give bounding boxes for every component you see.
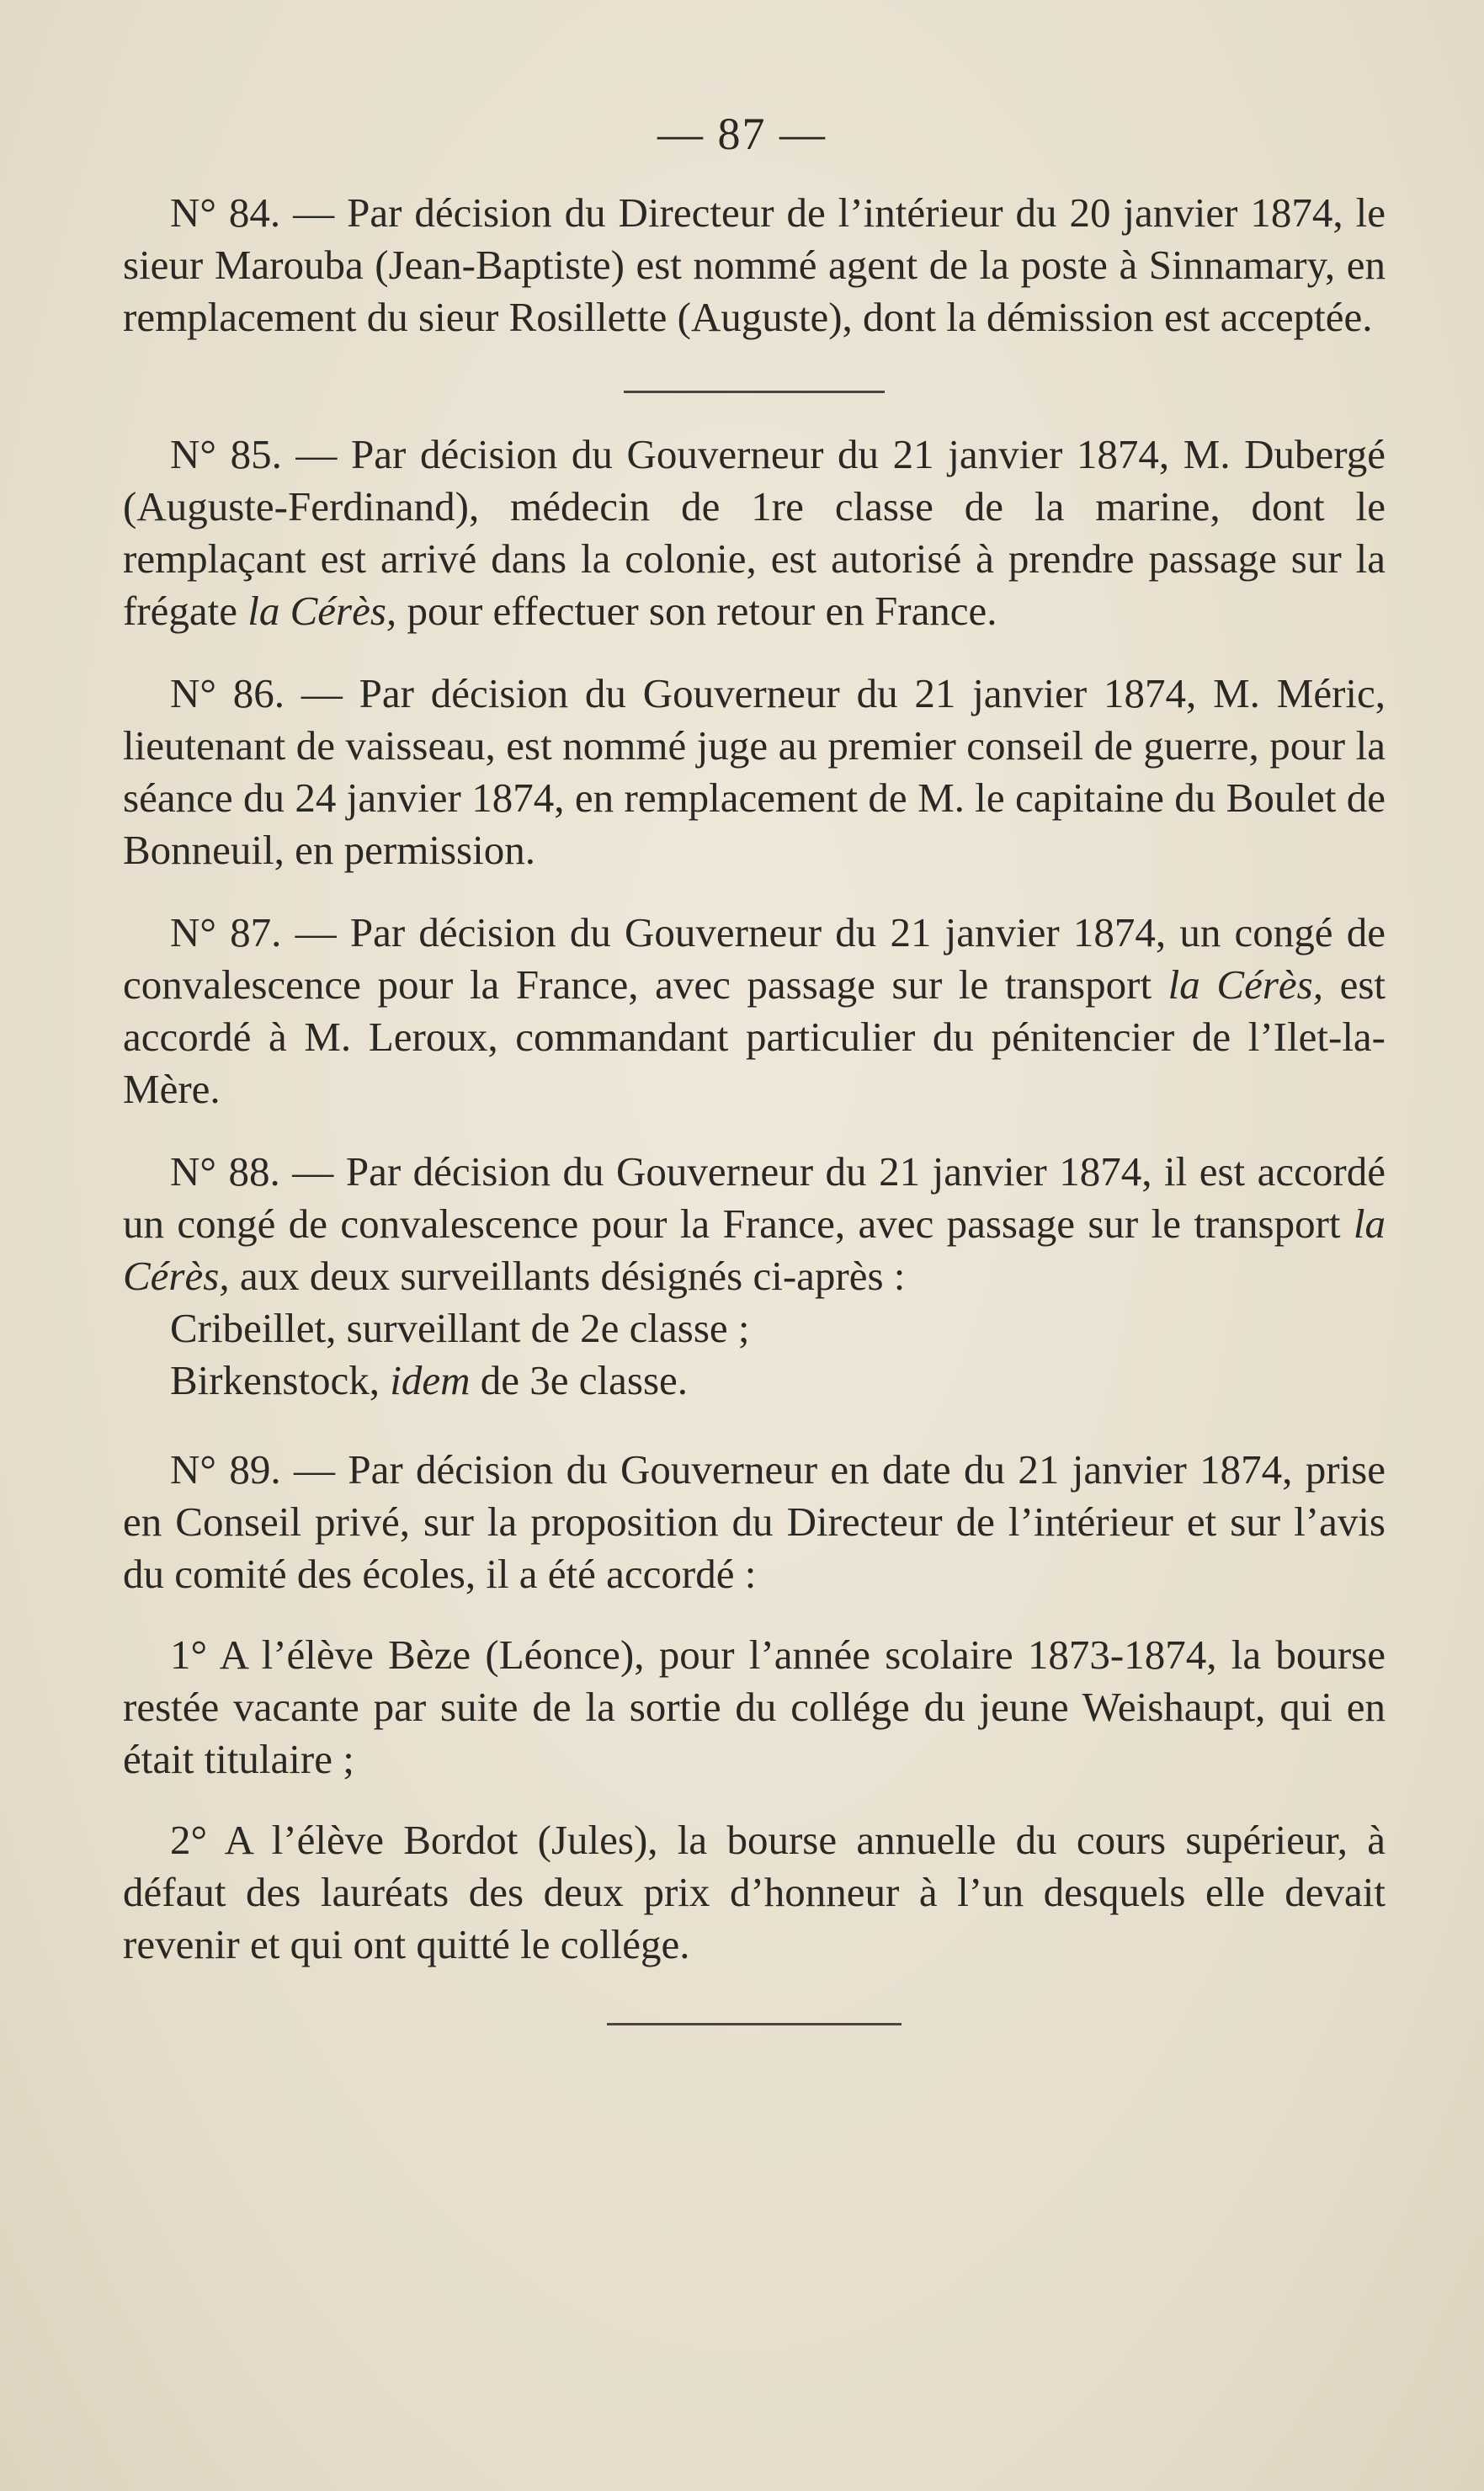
list-item: 2° A l’élève Bordot (Jules), la bourse annuelle du cours supérieur, à défaut des lauréats des deux prix d’honneur à l’un desquels elle devait revenir et qui ont quitté le collége. bbox=[123, 1817, 1386, 1967]
paragraph-89: N° 89. — Par décision du Gouverneur en date du 21 janvier 1874, prise en Conseil privé, sur la proposition du Directeur de l’intérieur et sur l’avis du comité des écoles, il a été accordé : bbox=[123, 1446, 1386, 1597]
ship-name: la Cérès, bbox=[247, 588, 397, 634]
page-number: — 87 — bbox=[657, 109, 827, 159]
list-item: 1° A l’élève Bèze (Léonce), pour l’année scolaire 1873-1874, la bourse restée vacante par suite de la sortie du collége du jeune Weishaupt, qui en était titulaire ; bbox=[123, 1631, 1386, 1782]
document-body bbox=[123, 187, 1386, 2025]
ship-name: la Cérès, bbox=[1168, 961, 1323, 1008]
separator-rule bbox=[624, 391, 885, 393]
list-item: Cribeillet, surveillant de 2e classe ; bbox=[170, 1305, 750, 1351]
paragraph-87: N° 87. — Par décision du Gouverneur du 21 janvier 1874, un congé de convalescence pour la France, avec passage sur le transport la Cérès, est accordé à M. Leroux, commandant particulier du pénitencier de l’Ilet-la-Mère. bbox=[123, 909, 1386, 1112]
list-item: Birkenstock, idem de 3e classe. bbox=[170, 1357, 689, 1403]
paragraph-88: N° 88. — Par décision du Gouverneur du 21 janvier 1874, il est accordé un congé de convalescence pour la France, avec passage sur le transport la Cérès, aux deux surveillants désignés ci-après : bbox=[123, 1148, 1386, 1299]
paragraph-86: N° 86. — Par décision du Gouverneur du 21 janvier 1874, M. Méric, lieutenant de vaisseau, est nommé juge au premier conseil de guerre, pour la séance du 24 janvier 1874, en remplacement de M. le capitaine du Boulet de Bonneuil, en permission. bbox=[123, 670, 1386, 873]
paragraph-84: N° 84. — Par décision du Directeur de l’intérieur du 20 janvier 1874, le sieur Marouba (Jean-Baptiste) est nommé agent de la poste à Sinnamary, en remplacement du sieur Rosillette (Auguste), dont la démission est acceptée. bbox=[123, 189, 1386, 340]
ship-name: la Cérès, bbox=[123, 1200, 1386, 1299]
separator-rule bbox=[607, 2023, 902, 2025]
paragraph-85: N° 85. — Par décision du Gouverneur du 21 janvier 1874, M. Dubergé (Auguste-Ferdinand), médecin de 1re classe de la marine, dont le remplaçant est arrivé dans la colonie, est autorisé à prendre passage sur la frégate la Cérès, pour effectuer son retour en France. bbox=[123, 431, 1386, 634]
